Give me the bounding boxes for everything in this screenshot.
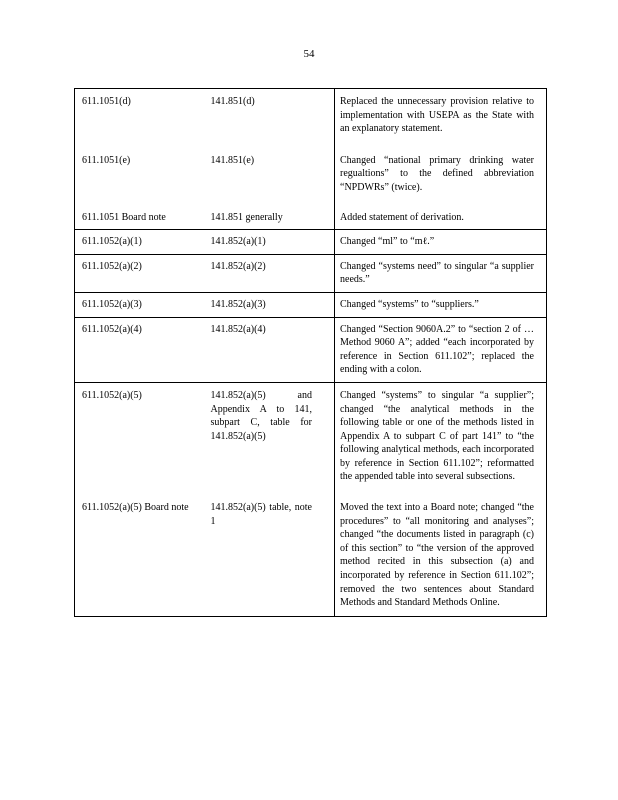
federal-section-cell: 141.852(a)(1) [210,236,266,248]
table-row [75,205,547,230]
change-description-cell: Added statement of derivation. [335,205,547,230]
change-description-cell: Changed “ml” to “mℓ.” [335,230,547,255]
change-description-cell: Changed “Section 9060A.2” to “section 2 of … Method 9060 A”; added “each incorporated by reference in Section 611.102”; replaced the ending with a colon. [335,317,547,382]
state-section-cell: 611.1052(a)(2) [75,254,205,292]
state-section-cell: 611.1051 Board note [75,205,205,230]
state-section-cell: 611.1052(a)(1) [75,230,205,255]
federal-section-cell: 141.852(a)(2) [210,260,266,272]
federal-section-cell: 141.851(d) [210,96,255,107]
table-row [75,317,547,382]
change-description-cell: Changed “national primary drinking water regualtions” to the defined abbreviation “NPDWRs” (twice). [335,148,547,205]
state-section-cell: 611.1051(e) [75,148,205,205]
table-row [75,230,547,255]
change-description-cell: Moved the text into a Board note; changed “the procedures” to “all monitoring and analyses”; changed “the documents listed in paragraph (c) of this section” to “the version of the approved method recited in this subsection (a) and incorporated by reference in Section 611.102”; removed the two sentences about Standard Methods and Standard Methods Online. [335,496,547,616]
change-description-cell: Changed “systems” to “suppliers.” [335,292,547,317]
state-section-cell: 611.1052(a)(5) Board note [75,496,205,616]
change-description-cell: Changed “systems” to singular “a supplier”; changed “the analytical methods in the following table or one of the methods listed in Appendix A to subpart C of part 141” to “the following analytical methods, each incorporated by reference in Section 611.102”; reformatted the appended table into several subsections. [335,382,547,496]
table-row [75,382,547,496]
table-row [75,148,547,205]
federal-section-cell: 141.852(a)(4) [210,323,266,335]
federal-section-cell: 141.852(a)(5) and Appendix A to 141, subpart C, table for 141.852(a)(5) [210,389,312,442]
federal-section-cell: 141.851 generally [210,211,283,223]
change-description-cell: Replaced the unnecessary provision relative to implementation with USEPA as the State with an explanatory statement. [335,89,547,148]
table-row [75,496,547,616]
federal-section-cell: 141.851(e) [210,154,255,166]
state-section-cell: 611.1052(a)(5) [75,382,205,496]
change-description-cell: Changed “systems need” to singular “a supplier needs.” [335,254,547,292]
state-section-cell: 611.1051(d) [75,89,205,148]
table-row [75,89,547,148]
federal-section-cell: 141.852(a)(3) [210,298,266,310]
table-row [75,292,547,317]
amendment-table [74,88,547,617]
table-row [75,254,547,292]
state-section-cell: 611.1052(a)(4) [75,317,205,382]
page-number: 54 [303,48,315,60]
federal-section-cell: 141.852(a)(5) table, note 1 [210,502,312,527]
state-section-cell: 611.1052(a)(3) [75,292,205,317]
